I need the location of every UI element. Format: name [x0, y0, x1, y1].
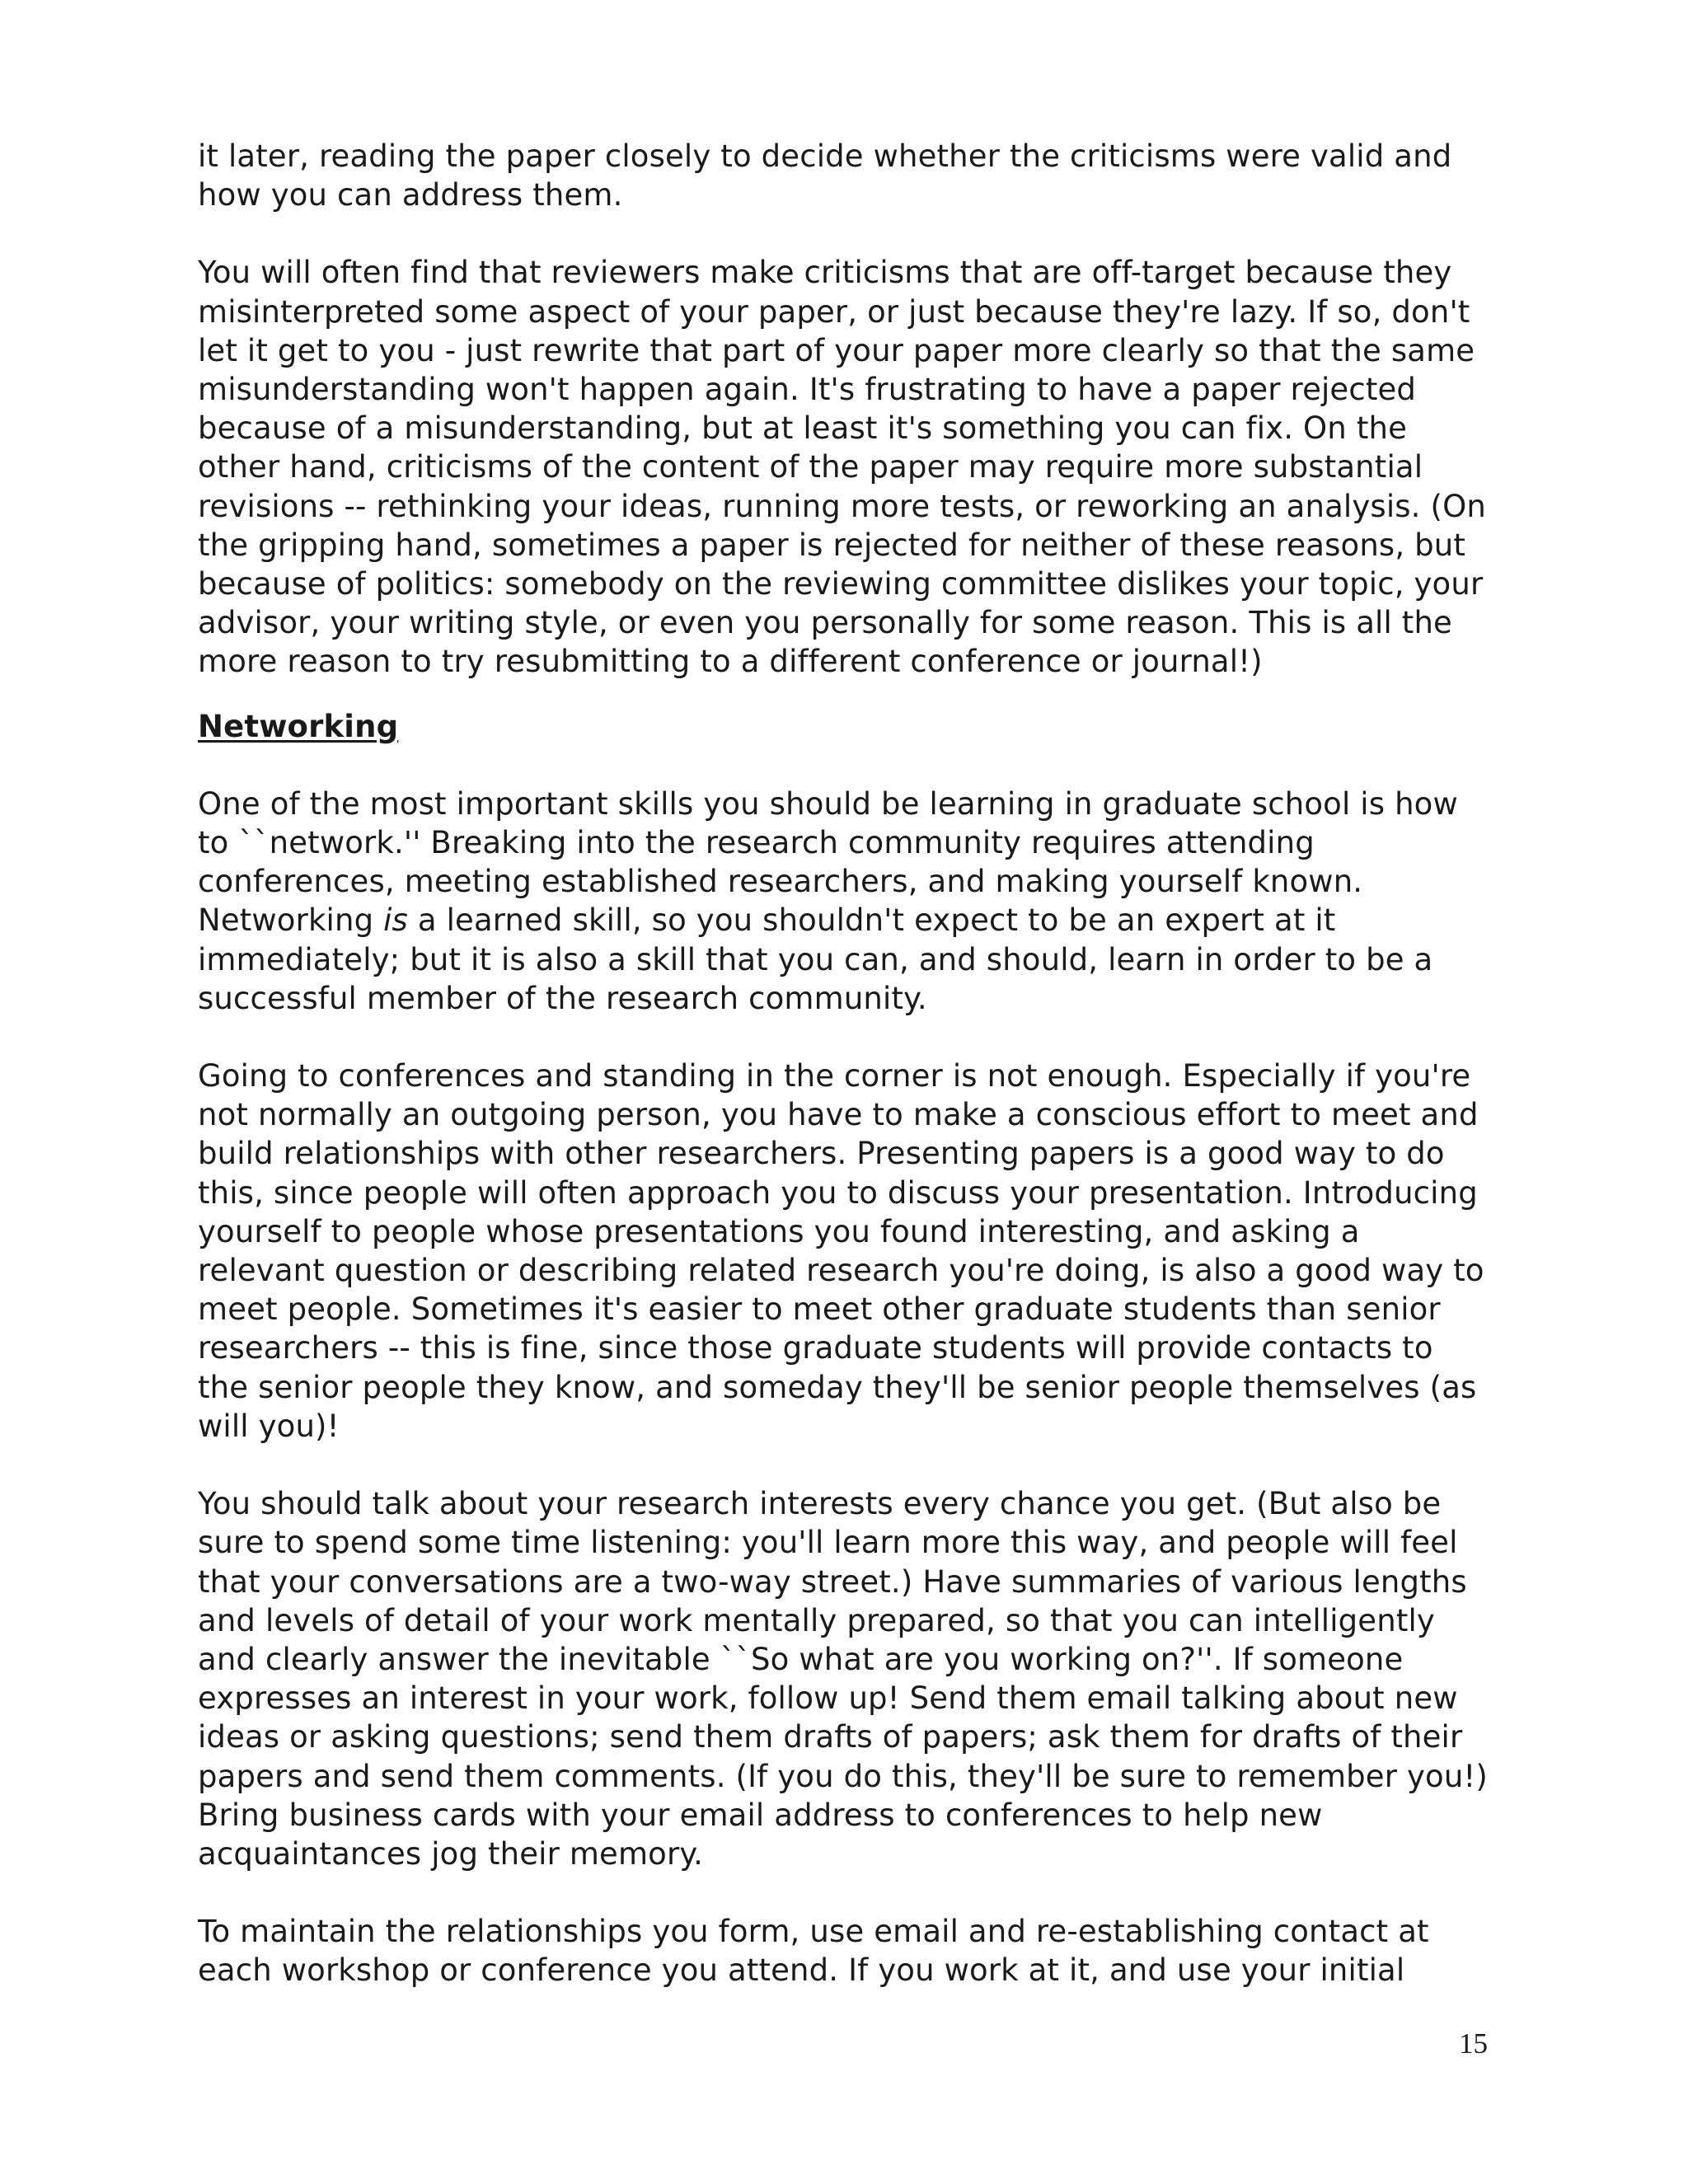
document-body	[198, 137, 1492, 1990]
paragraph-conferences: Going to conferences and standing in the corner is not enough. Especially if you're not normally an outgoing person, you have to make a conscious effort to meet and build relationships with other researchers. Presenting papers is a good way to do this, since people will often approach you to discuss your presentation. Introducing yourself to people whose presentations you found interesting, and asking a relevant question or describing related research you're doing, is also a good way to meet people. Sometimes it's easier to meet other graduate students than senior researchers -- this is fine, since those graduate students will provide contacts to the senior people they know, and someday they'll be senior people themselves (as will you)!	[198, 1058, 1484, 1444]
paragraph-maintain-relationships: To maintain the relationships you form, use email and re-establishing contact at each workshop or conference you attend. If you work at it, and use your initial	[198, 1914, 1429, 1989]
paragraph-talk-about-research: You should talk about your research interests every chance you get. (But also be sure to spend some time listening: you'll learn more this way, and people will feel that your conversations are a two-way street.) Have summaries of various lengths and levels of detail of your work mentally prepared, so that you can intelligently and clearly answer the inevitable ``So what are you working on?''. If someone expresses an interest in your work, follow up! Send them email talking about new ideas or asking questions; send them drafts of papers; ask them for drafts of their papers and send them comments. (If you do this, they'll be sure to remember you!) Bring business cards with your email address to conferences to help new acquaintances jog their memory.	[198, 1486, 1488, 1872]
paragraph-networking-skill-part-2: a learned skill, so you shouldn't expect to be an expert at it immediately; but it is also a skill that you can, and should, learn in order to be a successful member of the research community.	[198, 902, 1433, 1016]
emphasis-is: is	[383, 902, 408, 939]
paragraph-criticisms-end: it later, reading the paper closely to decide whether the criticisms were valid and how you can address them.	[198, 138, 1452, 213]
paragraph-networking-skill	[198, 785, 1492, 1018]
paragraph-networking-skill-part-1: One of the most important skills you should be learning in graduate school is how to ``network.'' Breaking into the research community requires attending conferences, meeting established researchers, and making yourself known. Networking	[198, 785, 1458, 939]
section-heading-networking: Networking	[198, 708, 399, 744]
page-number: 15	[1459, 2027, 1488, 2060]
paragraph-reviewer-criticisms: You will often find that reviewers make criticisms that are off-target because they misinterpreted some aspect of your paper, or just because they're lazy. If so, don't let it get to you - just rewrite that part of your paper more clearly so that the same misunderstanding won't happen again. It's frustrating to have a paper rejected because of a misunderstanding, but at least it's something you can fix. On the other hand, criticisms of the content of the paper may require more substantial revisions -- rethinking your ideas, running more tests, or reworking an analysis. (On the gripping hand, sometimes a paper is rejected for neither of these reasons, but because of politics: somebody on the reviewing committee dislikes your topic, your advisor, your writing style, or even you personally for some reason. This is all the more reason to try resubmitting to a different conference or journal!)	[198, 255, 1486, 680]
